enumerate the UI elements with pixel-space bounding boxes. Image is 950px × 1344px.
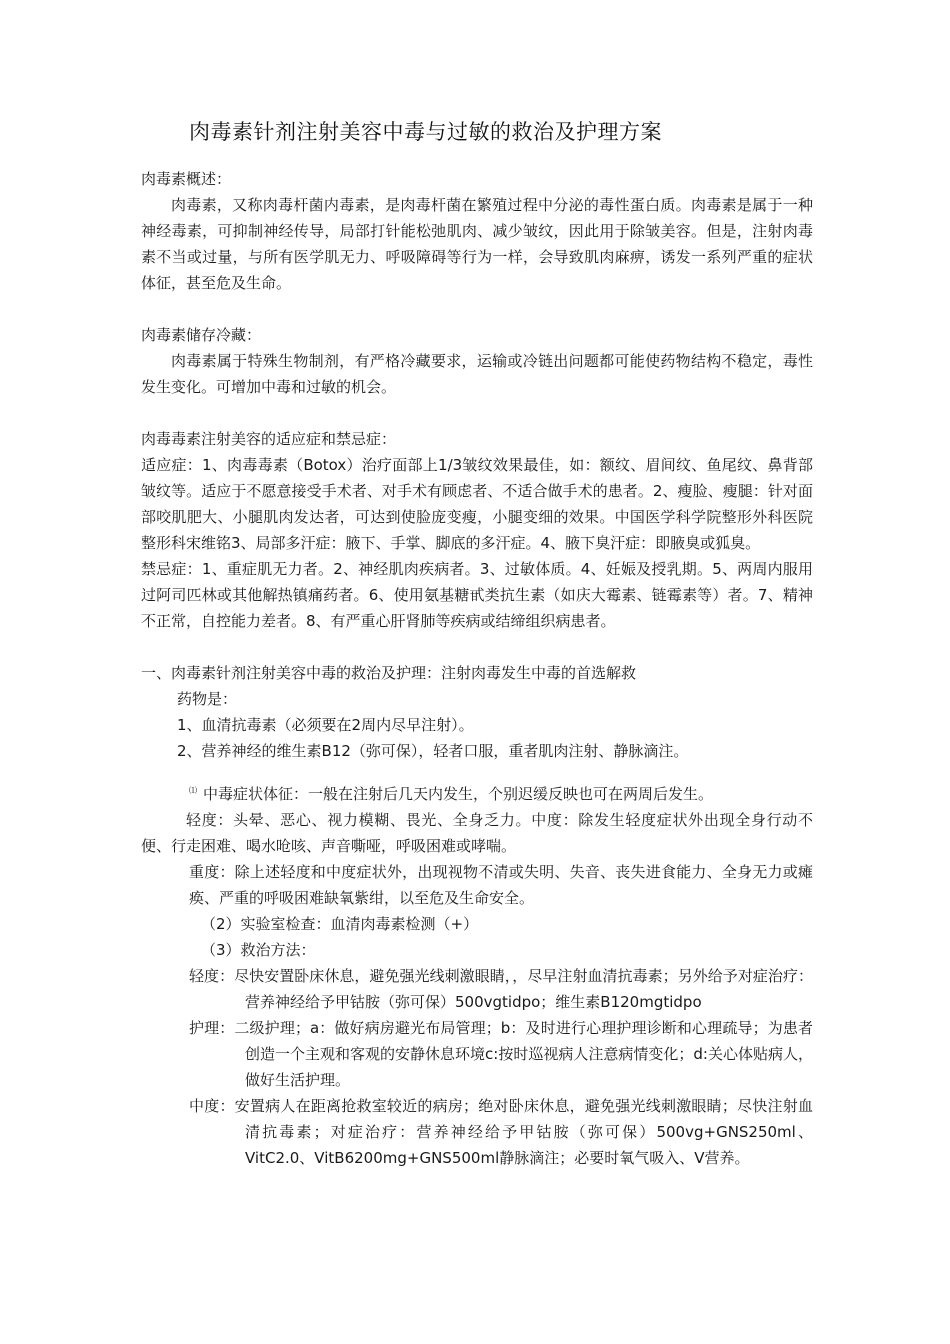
treatment-title: （3）救治方法： [201, 941, 316, 959]
overview-heading: 肉毒素概述： [141, 170, 232, 188]
symptom-severe: 重度：除上述轻度和中度症状外，出现视物不清或失明、失音、丧失进食能力、全身无力或瘫痪、严重的呼吸困难缺氧紫绀，以至危及生命安全。 [189, 863, 813, 907]
indications-heading: 肉毒毒素注射美容的适应症和禁忌症： [141, 430, 397, 448]
storage-body: 肉毒素属于特殊生物制剂，有严格冷藏要求，运输或冷链出问题都可能使药物结构不稳定，毒性发生变化。可增加中毒和过敏的机会。 [141, 352, 813, 396]
nursing-care: 护理：二级护理；a：做好病房避光布局管理；b：及时进行心理护理诊断和心理疏导；为患者创造一个主观和客观的安静休息环境c:按时巡视病人注意病情变化；d:关心体贴病人，做好生活护理。 [189, 1019, 813, 1089]
indications-text: 适应症：1、肉毒毒素（Botox）治疗面部上1/3皱纹效果最佳，如：额纹、眉间纹、鱼尾纹、鼻背部皱纹等。适应于不愿意接受手术者、对手术有顾虑者、不适合做手术的患者。2、瘦脸、瘦腿：针对面部咬肌肥大、小腿肌肉发达者，可达到使脸庞变瘦，小腿变细的效果。中国医学科学院整形外科医院整形科宋维铭3、局部多汗症：腋下、手掌、脚底的多汗症。4、腋下臭汗症：即腋臭或狐臭。 [141, 456, 813, 552]
section1-heading-cont: 药物是： [177, 690, 238, 708]
overview-body: 肉毒素，又称肉毒杆菌内毒素，是肉毒杆菌在繁殖过程中分泌的毒性蛋白质。肉毒素是属于一种神经毒素，可抑制神经传导，局部打针能松弛肌肉、减少皱纹，因此用于除皱美容。但是，注射肉毒素不当或过量，与所有医学肌无力、呼吸障碍等行为一样，会导致肌肉麻痹，诱发一系列严重的症状体征，甚至危及生命。 [141, 196, 813, 292]
antidote-drug-1: 1、血清抗毒素（必须要在2周内尽早注射）。 [177, 716, 474, 734]
storage-heading: 肉毒素储存冷藏： [141, 326, 262, 344]
spacer [141, 764, 813, 778]
spacer [141, 296, 813, 322]
section1-heading: 一、肉毒素针剂注射美容中毒的救治及护理：注射肉毒发生中毒的首选解救 [141, 664, 637, 682]
symptom-text: 中毒症状体征：一般在注射后几天内发生，个别迟缓反映也可在两周后发生。 [203, 785, 714, 803]
antidote-drug-2: 2、营养神经的维生素B12（弥可保），轻者口服，重者肌肉注射、静脉滴注。 [177, 742, 689, 760]
document-title: 肉毒素针剂注射美容中毒与过敏的救治及护理方案 [189, 120, 662, 144]
document-page [141, 116, 813, 1171]
lab-test: （2）实验室检查：血清肉毒素检测（+） [201, 915, 479, 933]
spacer [141, 634, 813, 660]
spacer [141, 400, 813, 426]
symptom-line [141, 778, 813, 807]
footnote-mark: ⑴ [189, 786, 197, 795]
symptom-mild-moderate: 轻度：头晕、恶心、视力模糊、畏光、全身乏力。中度：除发生轻度症状外出现全身行动不便、行走困难、喝水呛咳、声音嘶哑，呼吸困难或哮喘。 [141, 811, 813, 855]
contraindications-text: 禁忌症：1、重症肌无力者。2、神经肌肉疾病者。3、过敏体质。4、妊娠及授乳期。5、两周内服用过阿司匹林或其他解热镇痛药者。6、使用氨基糖甙类抗生素（如庆大霉素、链霉素等）者。7、精神不正常，自控能力差者。8、有严重心肝肾肺等疾病或结缔组织病患者。 [141, 560, 813, 630]
treatment-mild: 轻度：尽快安置卧床休息，避免强光线刺激眼睛，，尽早注射血清抗毒素；另外给予对症治疗：营养神经给予甲钴胺（弥可保）500vgtidpo；维生素B120mgtidpo [189, 967, 813, 1011]
treatment-moderate: 中度：安置病人在距离抢救室较近的病房；绝对卧床休息，避免强光线刺激眼睛；尽快注射血清抗毒素；对症治疗：营养神经给予甲钴胺（弥可保）500vg+GNS250ml、VitC2.0、VitB6200mg+GNS500ml静脉滴注；必要时氧气吸入、V营养。 [189, 1097, 813, 1167]
